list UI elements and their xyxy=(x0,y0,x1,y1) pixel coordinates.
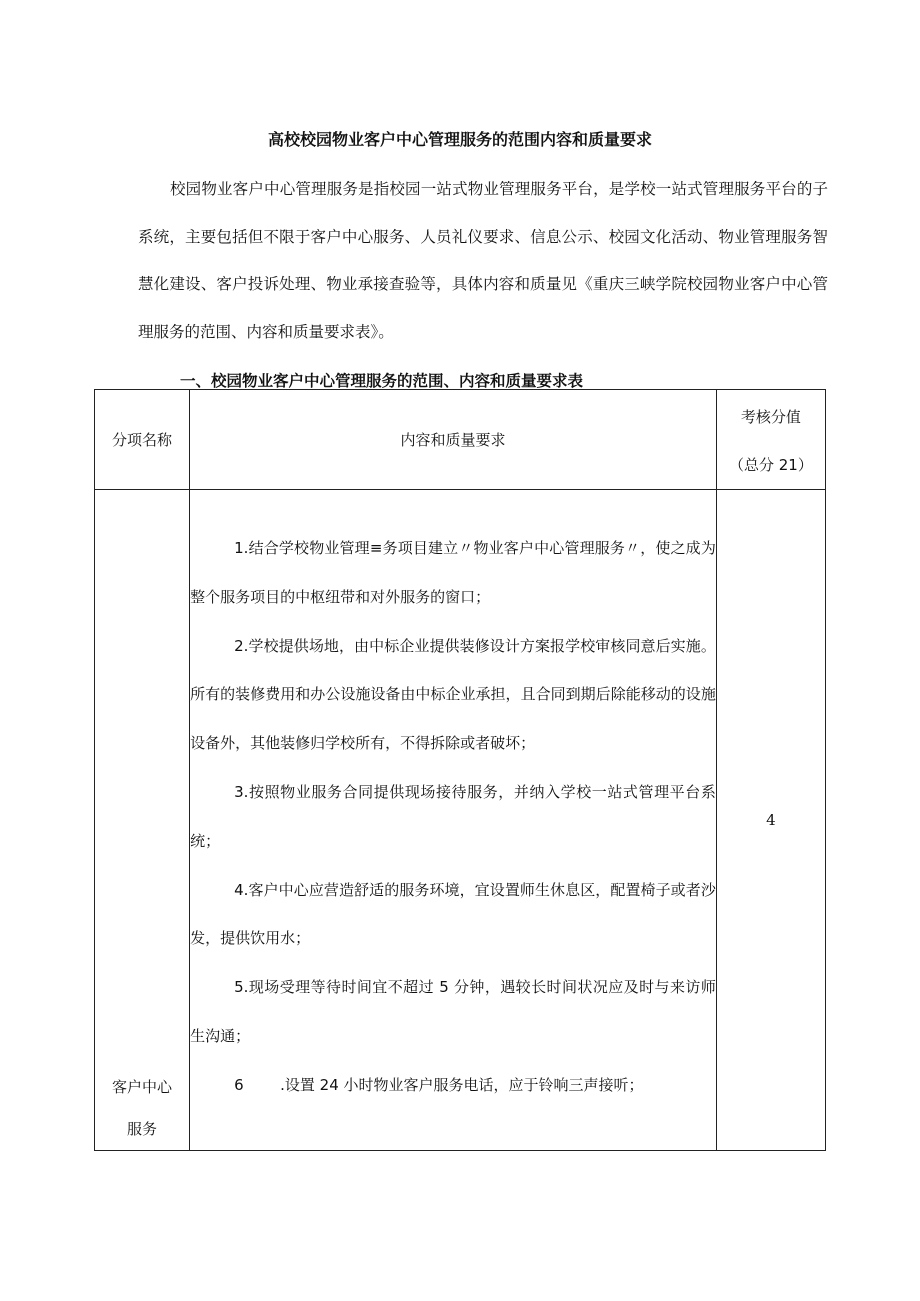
requirement-item-3: 3.按照物业服务合同提供现场接待服务，并纳入学校一站式管理平台系统； xyxy=(190,782,716,850)
category-label-line1: 客户中心 xyxy=(112,1078,173,1096)
requirement-item-2: 2.学校提供场地，由中标企业提供装修设计方案报学校审核同意后实施。所有的装修费用和办公设施设备由中标企业承担，且合同到期后除能移动的设施设备外，其他装修归学校所有，不得拆除或者破坏； xyxy=(190,636,716,753)
requirements-table xyxy=(94,389,826,1151)
requirement-item-6 xyxy=(190,1061,716,1110)
score-cell: 4 xyxy=(716,490,825,1151)
table-row xyxy=(95,490,826,1151)
category-label-line2: 服务 xyxy=(127,1120,158,1138)
category-cell xyxy=(95,490,190,1151)
header-category: 分项名称 xyxy=(95,390,190,490)
content-cell xyxy=(190,490,717,1151)
requirement-item-4: 4.客户中心应营造舒适的服务环境，宜设置师生休息区，配置椅子或者沙发，提供饮用水； xyxy=(190,880,716,948)
requirement-item-6-number: 6 xyxy=(234,1075,244,1094)
header-score xyxy=(716,390,825,490)
requirement-item-1: 1.结合学校物业管理≡务项目建立〃物业客户中心管理服务〃，使之成为整个服务项目的中枢纽带和对外服务的窗口； xyxy=(190,539,716,606)
requirement-item-6-text: .设置 24 小时物业客户服务电话，应于铃响三声接听； xyxy=(280,1075,644,1094)
table-header-row xyxy=(95,390,826,490)
header-score-label: 考核分值 xyxy=(740,407,801,426)
intro-paragraph: 校园物业客户中心管理服务是指校园一站式物业管理服务平台，是学校一站式管理服务平台的子系统，主要包括但不限于客户中心服务、人员礼仪要求、信息公示、校园文化活动、物业管理服务智慧化建设、客户投诉处理、物业承接查验等，具体内容和质量见《重庆三峡学院校园物业客户中心管理服务的范围、内容和质量要求表》。 xyxy=(138,180,828,341)
section-heading: 一、校园物业客户中心管理服务的范围、内容和质量要求表 xyxy=(180,372,584,390)
header-content: 内容和质量要求 xyxy=(190,390,717,490)
document-title: 高校校园物业客户中心管理服务的范围内容和质量要求 xyxy=(267,130,652,149)
header-score-total: （总分 21） xyxy=(728,455,813,474)
requirement-item-5: 5.现场受理等待时间宜不超过 5 分钟，遇较长时间状况应及时与来访师生沟通； xyxy=(190,978,716,1045)
